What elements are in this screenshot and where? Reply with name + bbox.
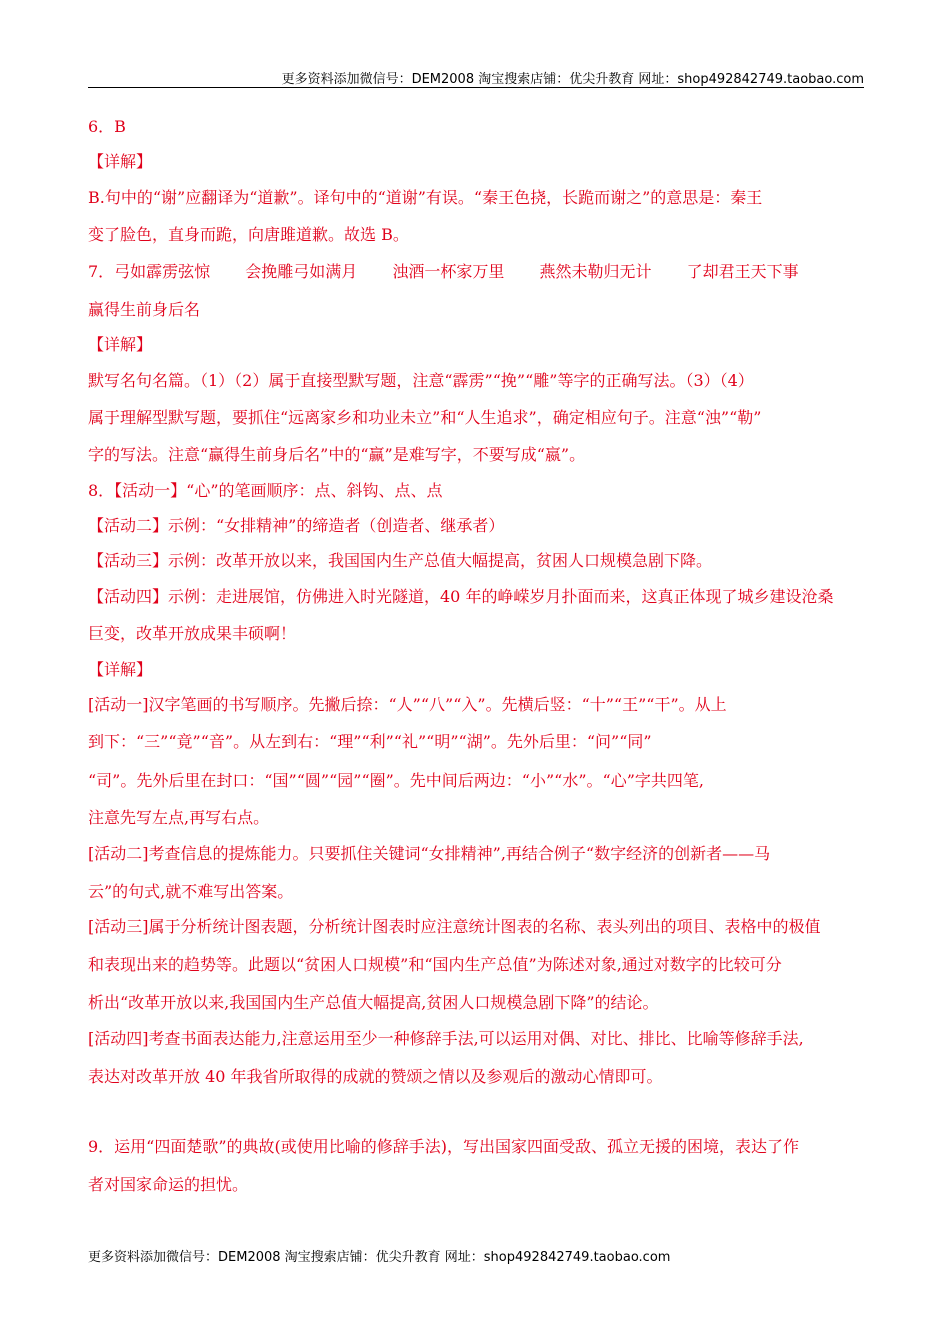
detail-heading-6: 【详解】: [88, 152, 153, 171]
detail-6-line-2: 变了脸色，直身而跪，向唐雎道歉。故选 B。: [88, 225, 409, 244]
detail-8-activity-3-line-1: [活动三]属于分析统计图表题，分析统计图表时应注意统计图表的名称、表头列出的项目、表格中的极值: [88, 917, 821, 936]
answer-8-activity-4-line-1: 【活动四】示例：走进展馆，仿佛进入时光隧道，40 年的峥嵘岁月扑面而来，这真正体现了城乡建设沧桑: [88, 587, 834, 606]
detail-8-activity-1-line-2: 到下：“三”“竟”“音”。从左到右：“理”“利”“礼”“明”“湖”。先外后里：“问”“同”: [88, 732, 652, 751]
detail-8-activity-1-line-3: “司”。先外后里在封口：“国”“圆”“园”“圈”。先中间后两边：“小”“水”。“心”字共四笔,: [88, 771, 704, 790]
answer-7-item-2: 会挽雕弓如满月: [245, 262, 358, 281]
answer-7-item-4: 燕然未勒归无计: [539, 262, 652, 281]
answer-8-activity-1: 8．【活动一】“心”的笔画顺序：点、斜钩、点、点: [88, 481, 443, 500]
detail-8-activity-4-line-1: [活动四]考查书面表达能力,注意运用至少一种修辞手法,可以运用对偶、对比、排比、比喻等修辞手法,: [88, 1029, 804, 1048]
answer-8-activity-2: 【活动二】示例：“女排精神”的缔造者（创造者、继承者）: [88, 516, 505, 535]
detail-8-activity-1-line-1: [活动一]汉字笔画的书写顺序。先撇后捺：“人”“八”“入”。先横后竖：“十”“王”“干”。从上: [88, 695, 727, 714]
detail-8-activity-3-line-3: 析出“改革开放以来,我国国内生产总值大幅提高,贫困人口规模急剧下降”的结论。: [88, 993, 659, 1012]
detail-heading-7: 【详解】: [88, 335, 153, 354]
detail-6-line-1: B.句中的“谢”应翻译为“道歉”。译句中的“道谢”有误。“秦王色挠，长跪而谢之”的意思是：秦王: [88, 188, 763, 207]
answer-9-line-1: 9．运用“四面楚歌”的典故(或使用比喻的修辞手法)，写出国家四面受敌、孤立无援的困境，表达了作: [88, 1137, 800, 1156]
detail-heading-8: 【详解】: [88, 660, 153, 679]
detail-8-activity-4-line-2: 表达对改革开放 40 年我省所取得的成就的赞颂之情以及参观后的激动心情即可。: [88, 1067, 663, 1086]
answer-6: 6．B: [88, 117, 126, 136]
detail-8-activity-1-line-4: 注意先写左点,再写右点。: [88, 808, 270, 827]
page-footer: 更多资料添加微信号：DEM2008 淘宝搜索店铺：优尖升教育 网址：shop492842749.taobao.com: [88, 1250, 671, 1265]
answer-7-item-5: 了却君王天下事: [686, 262, 799, 281]
detail-7-line-1: 默写名句名篇。（1）（2）属于直接型默写题，注意“霹雳”“挽”“雕”等字的正确写法。（3）（4）: [88, 371, 754, 390]
detail-8-activity-2-line-1: [活动二]考查信息的提炼能力。只要抓住关键词“女排精神”,再结合例子“数字经济的创新者——马: [88, 844, 771, 863]
answer-9-line-2: 者对国家命运的担忧。: [88, 1175, 249, 1194]
detail-8-activity-3-line-2: 和表现出来的趋势等。此题以“贫困人口规模”和“国内生产总值”为陈述对象,通过对数字的比较可分: [88, 955, 782, 974]
detail-7-line-2: 属于理解型默写题，要抓住“远离家乡和功业未立”和“人生追求”，确定相应句子。注意“浊”“勒”: [88, 408, 762, 427]
detail-8-activity-2-line-2: 云”的句式,就不难写出答案。: [88, 882, 294, 901]
page-header: 更多资料添加微信号：DEM2008 淘宝搜索店铺：优尖升教育 网址：shop492842749.taobao.com: [281, 72, 864, 87]
answer-7-line-2: 赢得生前身后名: [88, 300, 201, 319]
answer-7-item-1: 7．弓如霹雳弦惊: [88, 262, 211, 281]
detail-7-line-3: 字的写法。注意“赢得生前身后名”中的“赢”是难写字，不要写成“嬴”。: [88, 445, 586, 464]
answer-8-activity-3: 【活动三】示例：改革开放以来，我国国内生产总值大幅提高，贫困人口规模急剧下降。: [88, 551, 713, 570]
answer-8-activity-4-line-2: 巨变，改革开放成果丰硕啊！: [88, 624, 297, 643]
header-divider: [88, 87, 864, 88]
answer-7-line-1: [88, 261, 799, 283]
answer-7-item-3: 浊酒一杯家万里: [392, 262, 505, 281]
